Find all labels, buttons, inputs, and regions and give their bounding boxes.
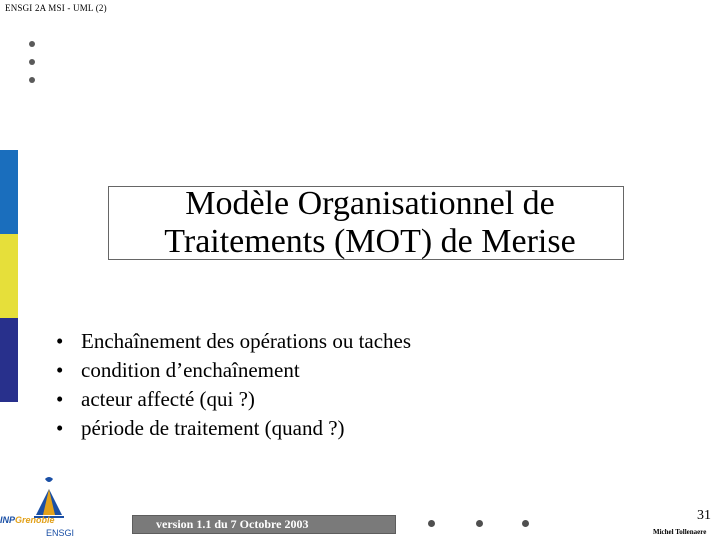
bullet-mark: •	[56, 329, 64, 353]
decorative-dot-1	[29, 41, 35, 47]
logo-grenoble-text: Grenoble	[15, 515, 55, 525]
slide-title-line-2: Traitements (MOT) de Merise	[164, 223, 576, 260]
slide-title	[156, 185, 575, 261]
bullet-item	[56, 414, 411, 443]
bullet-mark: •	[56, 387, 64, 411]
side-stripe-blue	[0, 150, 18, 234]
bullet-text: période de traitement (quand ?)	[81, 416, 345, 440]
logo-inp-text: INP	[0, 515, 16, 525]
bullet-text: Enchaînement des opérations ou taches	[81, 329, 412, 353]
logo	[0, 475, 84, 537]
logo-ensgi-text: ENSGI	[46, 528, 75, 538]
author-name: Michel Tollenaere	[653, 528, 707, 536]
logo-wordmark	[0, 515, 84, 525]
decorative-dot-3	[29, 77, 35, 83]
side-stripe-yellow	[0, 234, 18, 318]
slide-title-line-1: Modèle Organisationnel de	[185, 185, 555, 222]
bullet-mark: •	[56, 416, 64, 440]
bullet-text: condition d’enchaînement	[81, 358, 300, 382]
bullet-item	[56, 356, 411, 385]
bullet-list	[56, 327, 411, 443]
side-stripe-navy	[0, 318, 18, 402]
footer-version: version 1.1 du 7 Octobre 2003	[156, 517, 309, 531]
decorative-dot-2	[29, 59, 35, 65]
header-label: ENSGI 2A MSI - UML (2)	[5, 3, 107, 13]
footer-dot-3	[522, 520, 529, 527]
footer-dot-1	[428, 520, 435, 527]
page-number: 31	[697, 508, 711, 523]
slide-title-box	[108, 186, 624, 260]
bullet-mark: •	[56, 358, 64, 382]
footer-dot-2	[476, 520, 483, 527]
bullet-text: acteur affecté (qui ?)	[81, 387, 255, 411]
bullet-item	[56, 327, 411, 356]
bullet-item	[56, 385, 411, 414]
